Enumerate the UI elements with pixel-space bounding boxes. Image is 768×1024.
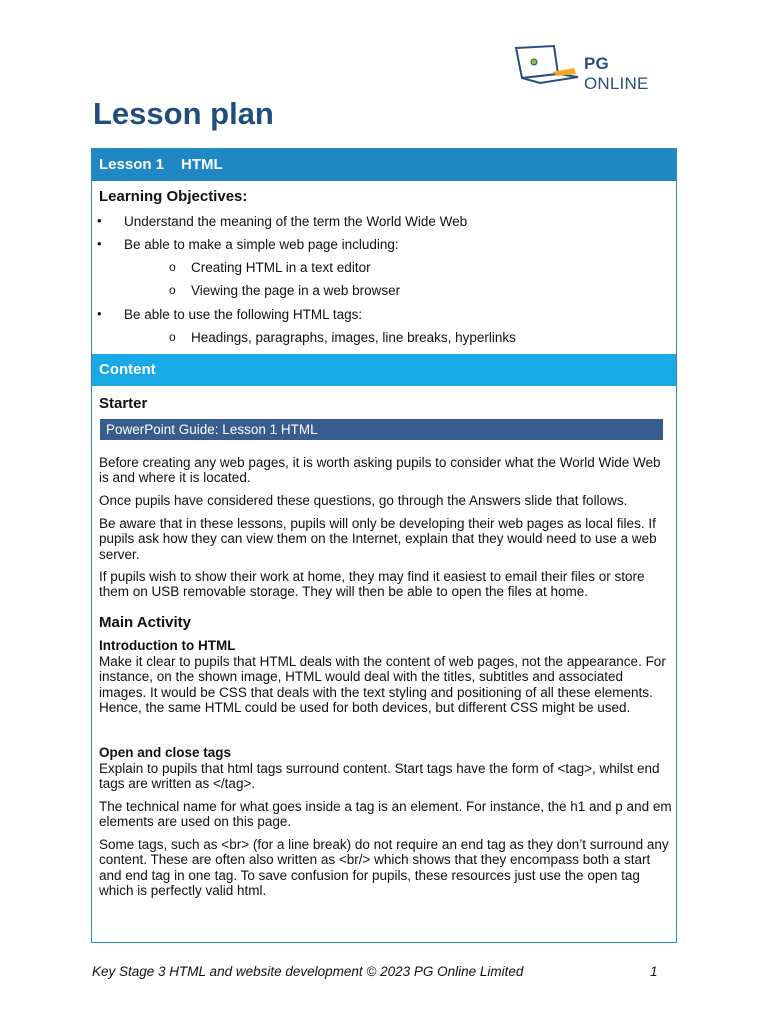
objective-item: Be able to make a simple web page including: — [124, 237, 399, 252]
objective-item: Understand the meaning of the term the World Wide Web — [124, 214, 468, 229]
lesson-topic: HTML — [181, 156, 223, 173]
pg-online-logo — [514, 44, 676, 93]
lesson-header-band — [92, 149, 676, 181]
sub-bullet: o — [169, 330, 176, 344]
intro-paragraph: Make it clear to pupils that HTML deals with the content of web pages, not the appearance. For instance, on the shown image, HTML would deal with the titles, subtitles and associated images. It would be CSS that deals with the text styling and positioning of all these elements. Hence, the same HTML could be used for both devices, but different CSS might be used. — [99, 654, 666, 715]
starter-heading: Starter — [99, 395, 148, 412]
tags-paragraph: Some tags, such as <br> (for a line break) do not require an end tag as they don’t surround any content. These are often also written as <br/> which shows that they encompass both a start and end tag in one tag. To save confusion for pupils, these resources just use the open tag which is perfectly valid html. — [99, 837, 669, 898]
bullet: • — [97, 306, 102, 321]
bullet: • — [97, 213, 102, 228]
objective-subitem: Creating HTML in a text editor — [191, 260, 371, 275]
starter-paragraph: If pupils wish to show their work at home, they may find it easiest to email their files or store them on USB removable storage. They will then be able to open the files at home. — [99, 569, 645, 600]
tags-heading: Open and close tags — [99, 745, 232, 760]
objective-subitem: Headings, paragraphs, images, line breaks, hyperlinks — [191, 330, 516, 345]
lesson-number: Lesson 1 — [99, 156, 165, 173]
sub-bullet: o — [169, 260, 176, 274]
laptop-icon — [514, 44, 580, 84]
page-number: 1 — [650, 964, 658, 979]
starter-paragraph: Once pupils have considered these questions, go through the Answers slide that follows. — [99, 493, 628, 508]
starter-paragraph: Be aware that in these lessons, pupils will only be developing their web pages as local files. If pupils ask how they can view them on the Internet, explain that they would need to use a web server. — [99, 516, 657, 562]
powerpoint-guide-bar: PowerPoint Guide: Lesson 1 HTML — [100, 419, 663, 440]
content-band: Content — [92, 354, 676, 386]
main-activity-heading: Main Activity — [99, 614, 191, 631]
sub-bullet: o — [169, 283, 176, 297]
objectives-heading: Learning Objectives: — [99, 188, 248, 205]
starter-paragraph: Before creating any web pages, it is worth asking pupils to consider what the World Wide Web is and where it is located. — [99, 455, 661, 486]
bullet: • — [97, 236, 102, 251]
page-title: Lesson plan — [93, 96, 274, 131]
objective-subitem: Viewing the page in a web browser — [191, 283, 401, 298]
tags-paragraph: The technical name for what goes inside a tag is an element. For instance, the h1 and p and em elements are used on this page. — [99, 799, 672, 830]
tags-paragraph: Explain to pupils that html tags surround content. Start tags have the form of <tag>, whilst end tags are written as </tag>. — [99, 761, 660, 792]
lesson-box — [91, 148, 677, 943]
intro-heading: Introduction to HTML — [99, 638, 236, 653]
footer-text: Key Stage 3 HTML and website development © 2023 PG Online Limited — [92, 964, 524, 979]
objective-item: Be able to use the following HTML tags: — [124, 307, 363, 322]
logo-text: PG ONLINE — [584, 54, 649, 93]
